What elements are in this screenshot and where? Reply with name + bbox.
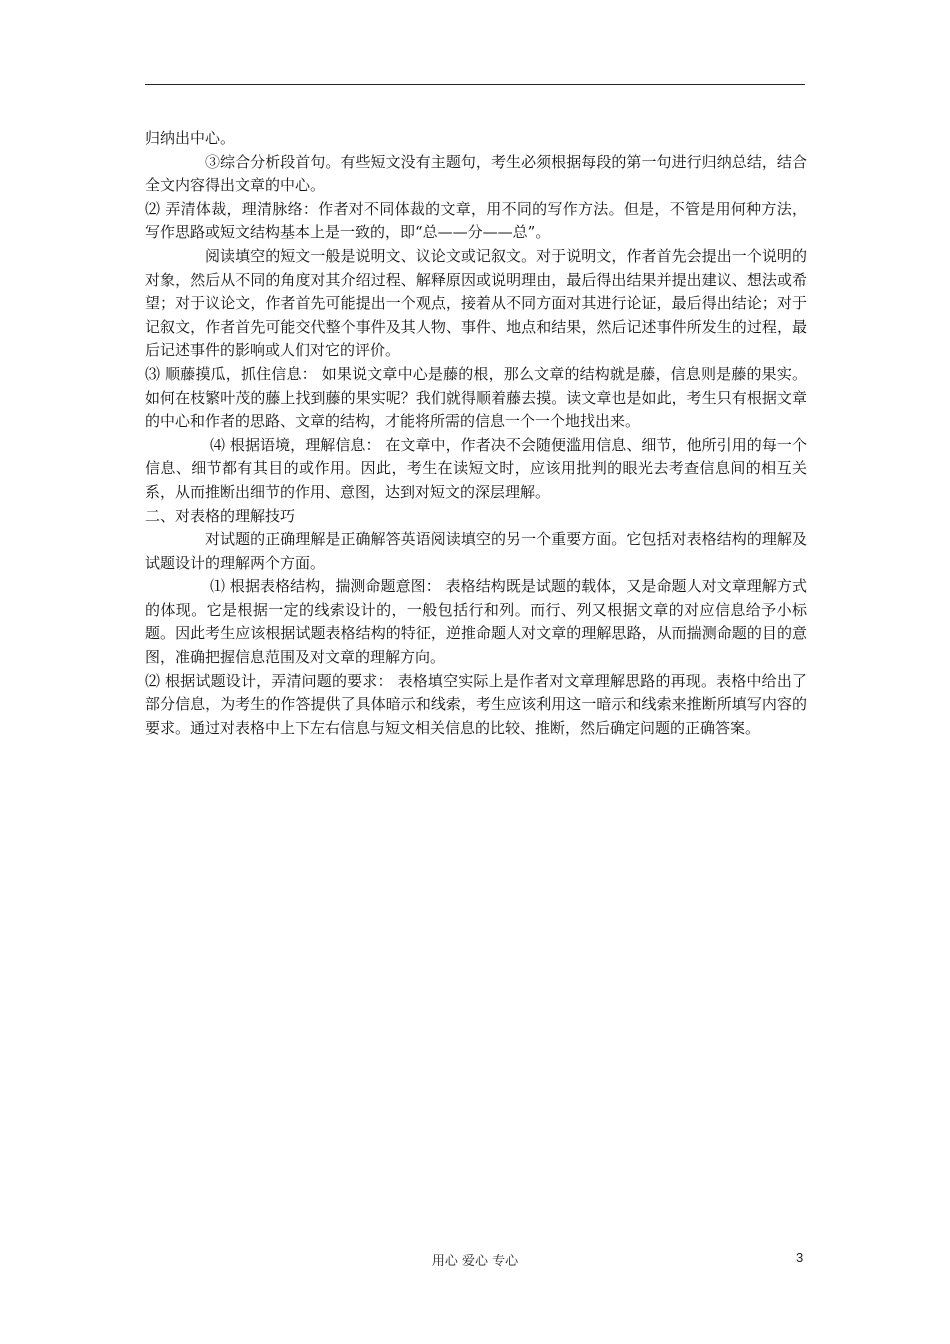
paragraph-10: ⑵ 根据试题设计，弄清问题的要求： 表格填空实际上是作者对文章理解思路的再现。表格中给出了部分信息，为考生的作答提供了具体暗示和线索，考生应该利用这一暗示和线索来推断所填写内容的要求。通过对表格中上下左右信息与短文相关信息的比较、推断，然后确定问题的正确答案。 [145,671,807,737]
paragraph-1: 归纳出中心。 [145,129,236,147]
footer-text: 用心 爱心 专心 [431,1254,519,1269]
header-rule [145,84,805,85]
paragraph-3: ⑵ 弄清体裁，理清脉络：作者对不同体裁的文章，用不同的写作方法。但是，不管是用何种方法，写作思路或短文结构基本上是一致的，即“总——分——总”。 [145,199,807,242]
paragraph-5: ⑶ 顺藤摸瓜，抓住信息： 如果说文章中心是藤的根，那么文章的结构就是藤，信息则是藤的果实。如何在枝繁叶茂的藤上找到藤的果实呢？我们就得顺着藤去摸。读文章也是如此，考生只有根据文章的中心和作者的思路、文章的结构，才能将所需的信息一个一个地找出来。 [145,364,807,431]
document-body [145,127,807,740]
paragraph-8: 对试题的正确理解是正确解答英语阅读填空的另一个重要方面。它包括对表格结构的理解及试题设计的理解两个方面。 [145,530,807,572]
paragraph-6: ⑷ 根据语境，理解信息： 在文章中，作者决不会随便滥用信息、细节，他所引用的每一个信息、细节都有其目的或作用。因此，考生在读短文时，应该用批判的眼光去考查信息间的相互关系，从而推断出细节的作用、意图，达到对短文的深层理解。 [145,435,807,501]
page-number: 3 [796,1250,804,1265]
paragraph-4: 阅读填空的短文一般是说明文、议论文或记叙文。对于说明文，作者首先会提出一个说明的对象，然后从不同的角度对其介绍过程、解释原因或说明理由，最后得出结果并提出建议、想法或希望；对于议论文，作者首先可能提出一个观点，接着从不同方面对其进行论证，最后得出结论；对于记叙文，作者首先可能交代整个事件及其人物、事件、地点和结果，然后记述事件所发生的过程，最后记述事件的影响或人们对它的评价。 [145,246,807,360]
section-heading: 二、对表格的理解技巧 [145,506,296,525]
paragraph-2: ③综合分析段首句。有些短文没有主题句，考生必须根据每段的第一句进行归纳总结，结合全文内容得出文章的中心。 [145,152,807,195]
paragraph-9: ⑴ 根据表格结构，揣测命题意图： 表格结构既是试题的载体，又是命题人对文章理解方式的体现。它是根据一定的线索设计的，一般包括行和列。而行、列又根据文章的对应信息给予小标题。因此考生应该根据试题表格结构的特征，逆推命题人对文章的理解思路，从而揣测命题的目的意图，准确把握信息范围及对文章的理解方向。 [145,577,807,667]
